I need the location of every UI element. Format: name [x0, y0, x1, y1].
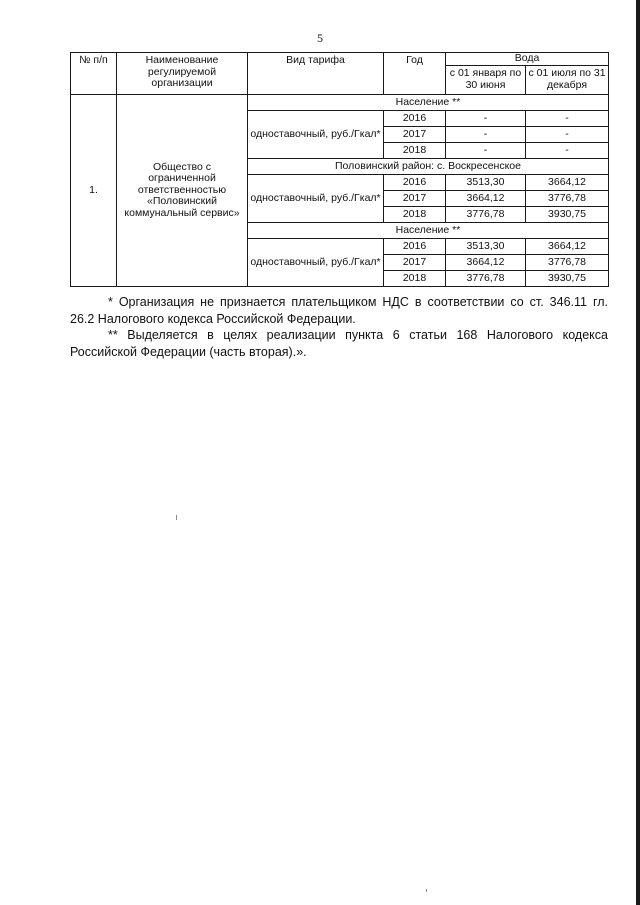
value-cell: 3776,78: [526, 191, 609, 207]
tariff-type-cell: одноставочный, руб./Гкал*: [248, 111, 384, 159]
header-num: № п/п: [71, 53, 117, 95]
value-cell: 3930,75: [526, 271, 609, 287]
value-cell: 3664,12: [446, 191, 526, 207]
header-tariff-type: Вид тарифа: [248, 53, 384, 95]
value-cell: 3776,78: [446, 271, 526, 287]
footnote-allocation: ** Выделяется в целях реализации пункта 6 статьи 168 Налогового кодекса Российской Федерации (часть вторая).».: [70, 328, 608, 359]
value-cell: -: [446, 111, 526, 127]
value-cell: 3664,12: [446, 255, 526, 271]
value-cell: -: [446, 143, 526, 159]
value-cell: -: [526, 111, 609, 127]
tariff-table: [70, 52, 609, 287]
organization-name: Общество с ограниченной ответственностью «Половинский коммунальный сервис»: [117, 95, 248, 287]
year-cell: 2016: [384, 175, 446, 191]
page-edge-shadow: [636, 0, 640, 905]
header-water: Вода: [446, 53, 609, 66]
value-cell: 3776,78: [526, 255, 609, 271]
year-cell: 2018: [384, 207, 446, 223]
value-cell: 3776,78: [446, 207, 526, 223]
header-period-jul-dec: с 01 июля по 31 декабря: [526, 66, 609, 95]
tariff-type-cell: одноставочный, руб./Гкал*: [248, 239, 384, 287]
section-title: Население **: [248, 95, 609, 111]
year-cell: 2017: [384, 191, 446, 207]
scan-speck: [176, 515, 177, 520]
value-cell: 3664,12: [526, 239, 609, 255]
footnote-vat: * Организация не признается плательщиком НДС в соответствии со ст. 346.11 гл. 26.2 Налогового кодекса Российской Федерации.: [70, 295, 608, 326]
value-cell: -: [446, 127, 526, 143]
section-title: Половинский район: с. Воскресенское: [248, 159, 609, 175]
row-number: 1.: [71, 95, 117, 287]
year-cell: 2018: [384, 271, 446, 287]
scan-speck: [426, 889, 427, 892]
value-cell: 3664,12: [526, 175, 609, 191]
value-cell: -: [526, 143, 609, 159]
tariff-type-cell: одноставочный, руб./Гкал*: [248, 175, 384, 223]
year-cell: 2016: [384, 111, 446, 127]
header-organization: Наименование регулируемой организации: [117, 53, 248, 95]
value-cell: -: [526, 127, 609, 143]
footnotes: [70, 294, 608, 360]
year-cell: 2018: [384, 143, 446, 159]
year-cell: 2016: [384, 239, 446, 255]
year-cell: 2017: [384, 255, 446, 271]
value-cell: 3930,75: [526, 207, 609, 223]
page-number: 5: [317, 31, 323, 45]
section-title: Население **: [248, 223, 609, 239]
value-cell: 3513,30: [446, 175, 526, 191]
header-year: Год: [384, 53, 446, 95]
header-period-jan-jun: с 01 января по 30 июня: [446, 66, 526, 95]
value-cell: 3513,30: [446, 239, 526, 255]
year-cell: 2017: [384, 127, 446, 143]
